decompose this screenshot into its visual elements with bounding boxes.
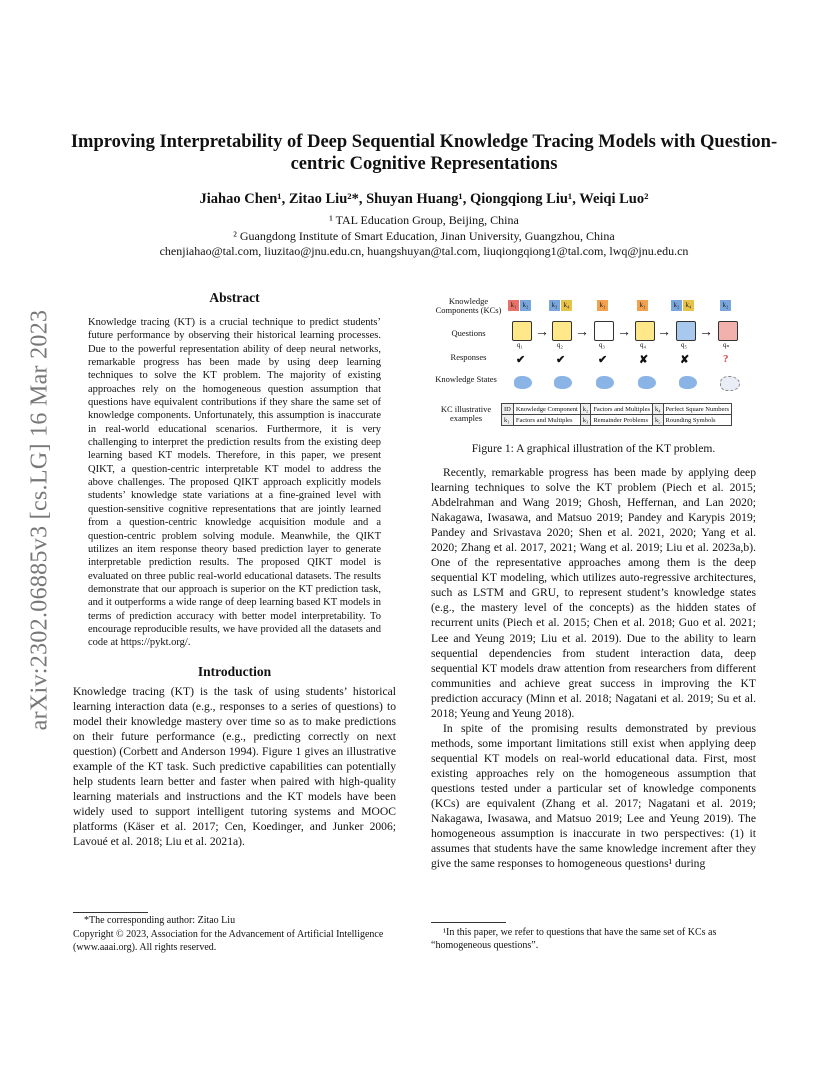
copyright-notice: Copyright © 2023, Association for the Advancement of Artificial Intelligence (www.aaai.org). All rights reserved.: [73, 929, 384, 953]
response-mark: ✘: [639, 354, 649, 366]
table-cell: ID: [502, 404, 514, 415]
row-label-kcs: Knowledge Components (KCs): [435, 296, 502, 315]
row-label-examples: KC illustrative examples: [440, 404, 492, 423]
table-cell: Factors and Multiples: [513, 415, 580, 426]
right-paragraph-1: Recently, remarkable progress has been made by applying deep learning techniques to solve the KT problem (Piech et al. 2015; Abdelrahman and Wang 2019; Ghosh, Heffernan, and Lan 2020; Nakagawa, Iwasawa, and Matsuo 2019; Pandey and Karypis 2019; Pandey and Srivastava 2020; Shen et al. 2021, 2020; Yang et al. 2020; Zhang et al. 2017, 2021; Wang et al. 2019; Liu et al. 2023a,b). One of the representative approaches among them is the deep sequential KT modeling, which utilizes auto-regressive architectures, such as LSTM and GRU, to represent student’s knowledge states (e.g., the mastery level of the concepts) as the hidden states of recurrent units (Piech et al. 2015; Chen et al. 2018; Guo et al. 2021; Lee and Yeung 2019; Liu et al. 2019). Due to the ability to learn sequential dependencies from student interaction data, deep sequential KT models draw attention from researchers from different communities and achieve great success in improving the KT prediction accuracy (Minn et al. 2018; Nagatani et al. 2019; Su et al. 2018; Yeung and Yeung 2018).: [431, 466, 756, 720]
figure-kt-illustration: [431, 295, 756, 430]
kc-tag-group: k₁: [637, 300, 648, 312]
footnote-corresponding: *The corresponding author: Zitao Liu: [84, 915, 236, 926]
kc-tag-group: k₁: [597, 300, 608, 312]
table-cell: k₁: [502, 415, 514, 426]
arrow-icon: →: [575, 325, 589, 340]
table-cell: k₄: [653, 404, 664, 415]
knowledge-state-blob: [709, 369, 751, 397]
knowledge-state-blob: [543, 369, 585, 397]
question-label: q₂: [557, 341, 563, 349]
response-mark: ?: [723, 353, 729, 365]
table-row: [502, 415, 732, 426]
footnote-homogeneous: ¹In this paper, we refer to questions that have the same set of KCs as “homogeneous questions”.: [431, 927, 717, 951]
table-cell: k₂: [580, 404, 591, 415]
author-emails: chenjiahao@tal.com, liuzitao@jnu.edu.cn, huangshuyan@tal.com, liuqiongqiong1@tal.com, lwq@jnu.edu.cn: [159, 244, 689, 258]
abstract-heading: Abstract: [209, 290, 260, 305]
arrow-icon: →: [657, 325, 671, 340]
question-label: q₅: [681, 341, 687, 349]
affiliation-1: ¹ TAL Education Group, Beijing, China: [329, 213, 519, 227]
question-label: q₄: [640, 341, 646, 349]
table-row: [502, 404, 732, 415]
kc-tag-group: k₂ k₄: [671, 300, 694, 312]
response-mark: ✔: [516, 354, 526, 366]
kc-example-table: [501, 403, 732, 426]
question-doc-icon: [552, 321, 572, 341]
table-cell: Rounding Symbols: [663, 415, 732, 426]
table-cell: k₃: [580, 415, 591, 426]
table-cell: k₅: [653, 415, 664, 426]
arxiv-stamp: [20, 282, 60, 757]
question-doc-icon: [718, 321, 738, 341]
question-doc-icon: [512, 321, 532, 341]
kc-tag-group: k₁ k₂: [508, 300, 531, 312]
response-mark: ✔: [598, 354, 608, 366]
row-label-states: Knowledge States: [435, 374, 497, 384]
intro-heading: Introduction: [197, 663, 272, 679]
question-doc-icon: [635, 321, 655, 341]
intro-paragraph: Knowledge tracing (KT) is the task of using students’ historical learning interaction data (e.g., responses to a series of questions) to model their knowledge mastery over time so as to make predictions on their future performance (e.g., predicting correctly on next question) (Corbett and Anderson 1994). Figure 1 gives an illustrative example of the KT task. Such predictive capabilities can potentially help students learn better and faster when paired with high-quality learning materials and instructions and the KT models have been widely used to support intelligent tutoring systems and MOOC platforms (Käser et al. 2017; Cen, Koedinger, and Junker 2006; Lavoué et al. 2018; Liu et al. 2021a).: [73, 684, 396, 849]
arrow-icon: →: [535, 325, 549, 340]
question-doc-icon: [676, 321, 696, 341]
row-label-questions: Questions: [451, 328, 486, 338]
paper-title: Improving Interpretability of Deep Sequential Knowledge Tracing Models with Question-centric Cognitive Representations: [70, 132, 778, 174]
footnote-rule-left: [73, 912, 148, 913]
table-cell: Knowledge Component: [513, 404, 580, 415]
row-label-responses: Responses: [450, 352, 487, 362]
kc-tag-group: k₃ k₄: [549, 300, 572, 312]
question-label: q₁: [517, 341, 523, 349]
question-label: qₙ: [723, 341, 730, 349]
kc-tag-group: k₂: [720, 300, 731, 312]
response-mark: ✘: [680, 354, 690, 366]
question-doc-icon: [594, 321, 614, 341]
footnote-rule-right: [431, 922, 506, 923]
knowledge-state-blob: [585, 369, 627, 397]
right-column-text: [431, 465, 756, 871]
figure-caption: Figure 1: A graphical illustration of the KT problem.: [471, 442, 716, 455]
response-mark: ✔: [556, 354, 566, 366]
knowledge-state-blob: [503, 369, 545, 397]
table-cell: Perfect Square Numbers: [663, 404, 732, 415]
right-paragraph-2: In spite of the promising results demonstrated by previous methods, some important limitations still exist when applying deep sequential KT models on real-world educational data. First, most existing approaches rely on the homogeneous assumption that questions tested under a particular set of knowledge components (KCs) are equivalent (Zhang et al. 2017; Nagatani et al. 2019; Nakagawa, Iwasawa, and Matsuo 2019; Lee and Yeung 2019). The homogeneous assumption is inaccurate in two perspectives: (1) it assumes that students have the same knowledge increment after they give the same responses to homogeneous questions¹ during: [431, 721, 756, 871]
affiliation-2: ² Guangdong Institute of Smart Education, Jinan University, Guangzhou, China: [233, 229, 615, 243]
arrow-icon: →: [699, 325, 713, 340]
author-list: Jiahao Chen¹, Zitao Liu²*, Shuyan Huang¹, Qiongqiong Liu¹, Weiqi Luo²: [199, 191, 649, 207]
arrow-icon: →: [617, 325, 631, 340]
knowledge-state-blob: [627, 369, 669, 397]
arxiv-id: arXiv:2302.06885v3 [cs.LG] 16 Mar 2023: [26, 309, 53, 730]
table-cell: Remainder Problems: [591, 415, 653, 426]
knowledge-state-blob: [668, 369, 710, 397]
left-column: [73, 290, 396, 849]
table-cell: Factors and Multiples: [591, 404, 653, 415]
question-label: q₃: [599, 341, 605, 349]
abstract-text: Knowledge tracing (KT) is a crucial technique to predict students’ future performance by observing their historical learning processes. Due to the powerful representation ability of deep neural networks, remarkable progress has been made by using deep learning techniques to solve the KT problem. The majority of existing approaches rely on the homogeneous question assumption that questions have equivalent contributions if they share the same set of knowledge components. Unfortunately, this assumption is inaccurate in real-world educational scenarios. Furthermore, it is very challenging to interpret the prediction results from the existing deep learning based KT models. Therefore, in this paper, we present QIKT, a question-centric interpretable KT model to address the above challenges. The proposed QIKT approach explicitly models students’ knowledge state variations at a fine-grained level with question-sensitive cognitive representations that are jointly learned from a question-centric knowledge acquisition module and a question-centric problem solving module. Meanwhile, the QIKT utilizes an item response theory based prediction layer to generate interpretable prediction results. The proposed QIKT model is evaluated on three public real-world educational datasets. The results demonstrate that our approach is superior on the KT prediction task, and it outperforms a wide range of deep learning based KT models in terms of prediction accuracy with better model interpretability. To encourage reproducible results, we have provided all the datasets and code at https://pykt.org/.: [88, 317, 381, 649]
